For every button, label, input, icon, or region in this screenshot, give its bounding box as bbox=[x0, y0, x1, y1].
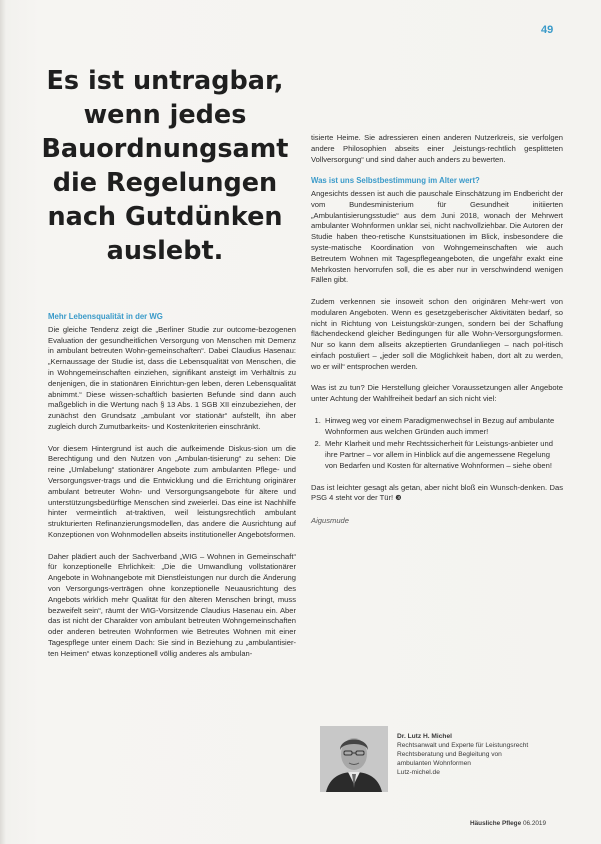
issue-number: 06.2019 bbox=[522, 820, 547, 827]
paragraph: Die gleiche Tendenz zeigt die „Berliner Studie zur outcome-bezogenen Evaluation der gesundheitlichen Versorgung von Menschen mit Demenz in ambulant betreuten Wohn-gemeinschaften“. Dabei Claudius Hasenau: „Kernaussage der Studie ist, dass die Lebensqualität von Menschen, die in Wohngemeinschaften einziehen, signifikant ansteigt im Verhältnis zu denjenigen, die in stationären Einrichtun-gen leben, deren Lebensqualität abnimmt.“ Diese wissen-schaftlich basierten Befunde sind dann auch maßgeblich in die Wertung nach § 13 Abs. 1 SGB XII einzubeziehen, der zunächst den Grundsatz „ambulant vor stationär“ aufstellt, ihn aber zugleich durch Zumutbarkeits- und Kostenkriterien einschränkt. bbox=[48, 324, 296, 431]
author-line: ambulanten Wohnformen bbox=[397, 760, 471, 767]
left-column bbox=[48, 312, 296, 670]
end-mark-icon: ❸ bbox=[395, 495, 402, 503]
author-line: Rechtsberatung und Begleitung von bbox=[397, 751, 502, 758]
author-line: Lutz-michel.de bbox=[397, 769, 440, 776]
author-line: Rechtsanwalt und Experte für Leistungsrecht bbox=[397, 742, 529, 749]
paragraph: Zudem verkennen sie insoweit schon den originären Mehr-wert von modularen Angeboten. Wenn es gesetzgeberischer Aktivitäten bedarf, so nicht in Richtung von Leistungskür-zungen, sondern bei der Schaffung flächendeckend gleicher Bedingungen für alle Wohn-Versorgungsformen. Nur so kann dem allseits akzeptierten Grundanliegen – nach pol-itisch einfach postuliert – „jeder soll die Möglichkeit haben, dort alt zu werden, wo er will“ entsprochen werden. bbox=[311, 296, 563, 371]
magazine-name: Häusliche Pflege bbox=[470, 820, 522, 827]
pull-quote-headline: Es ist untragbar, wenn jedes Bauordnungsamt die Regelungen nach Gutdünken auslebt. bbox=[41, 66, 289, 266]
author-info bbox=[397, 732, 565, 777]
closing-text: Das ist leichter gesagt als getan, aber nicht bloß ein Wunsch-denken. Das PSG 4 steht vor der Tür! bbox=[311, 482, 563, 503]
list-item: 1. Hinweg weg vor einem Paradigmenwechsel in Bezug auf ambulante Wohnformen aus welchen Gründen auch immer! bbox=[323, 416, 563, 438]
page-number: 49 bbox=[541, 24, 554, 36]
paragraph: tisierte Heime. Sie adressieren einen anderen Nutzerkreis, sie verfolgen andere Philosophien abseits einer „leistungs-rechtlich gesplitteten Vollversorgung“ und sind daher auch anders zu bewerten. bbox=[311, 133, 563, 164]
right-column bbox=[311, 133, 563, 537]
list-item: 2. Mehr Klarheit und mehr Rechtssicherheit für Leistungs-anbieter und ihre Partner – vor allem in Hinblick auf die angemessene Regelung von Bedarfen und Kosten für alternative Wohnformen – siehe oben! bbox=[323, 439, 563, 471]
paragraph: Vor diesem Hintergrund ist auch die aufkeimende Diskus-sion um die Berechtigung und den Nutzen von „Ambulan-tisierung“ zu sehen: Die reine „Umlabelung“ stationärer Angebote zum ambulanten Pflege- und Versorgungsver-trags und die Entwicklung und die Errichtung originärer ambulant betreuter Wohn- und Versorgungsangebote für ältere und unterstützungsbedürftige Menschen sind zweierlei. Das eine ist Nachhilfe hinter vermeintlich at-traktiven, weil leistungsrechtlich ambulant strukturierten Refinanzierungsmodellen, das andere die Ausrichtung auf Konzeptionen von Wohnmodellen abseits institutioneller Angebotsformen. bbox=[48, 443, 296, 539]
right-subhead: Was ist uns Selbstbestimmung im Alter wert? bbox=[311, 176, 480, 186]
demands-list bbox=[323, 416, 563, 472]
paragraph: Was ist zu tun? Die Herstellung gleicher Voraussetzungen aller Angebote unter Achtung der Wahlfreiheit bedarf an sich nicht viel: bbox=[311, 383, 563, 404]
paragraph: Angesichts dessen ist auch die pauschale Einschätzung im Endbericht der vom Bundesministerium für Gesundheit initiierten „Ambulantisierungsstudie“ aus dem Juni 2018, wonach der Mehrwert ambulanter Wohnformen unklar sei, nicht nachvollziehbar. Die Autoren der Studie haben theo-retische Kunstsituationen im Blick, insbesondere die syste-matische Koordination von Wohngemeinschaften wie auch Betreutem Wohnen mit Tagespflegeangeboten, die ungefähr exakt eine Mehrkosten hervorrufen soll, die es aber nur in verschwindend wenigen Fällen gibt. bbox=[311, 188, 563, 285]
closing-paragraph bbox=[311, 483, 563, 506]
author-box bbox=[320, 726, 570, 796]
paragraph: Daher plädiert auch der Sachverband „WIG – Wohnen in Gemeinschaft“ für konzeptionelle Ehrlichkeit: „Die die Umwandlung vollstationärer Angebote in Wohnangebote mit Dienstleistungen nur durch die Änderung von Versorgungs-verträgen ohne konzeptionelle Neuausrichtung des Angebots wirklich mehr Qualität für den älteren Menschen bringt, muss bezweifelt sein“, räumt der WIG-Vorsitzende Claudius Hasenau ein. Aber das ist nicht der Charakter von ambulant betreuten Wohngemeinschaften oder anderen betreuten Wohnformen wie Betreutes Wohnen mit einer Tagespflege unter einem Dach: Sie sind in Beziehung zu „ambulantisier-ten Heimen“ etwas konzeptionell völlig anderes als ambulan- bbox=[48, 551, 296, 658]
author-signature: Aigusmude bbox=[311, 515, 349, 525]
author-name: Dr. Lutz H. Michel bbox=[397, 733, 452, 740]
left-subhead: Mehr Lebensqualität in der WG bbox=[48, 312, 163, 321]
author-photo bbox=[320, 726, 388, 792]
footer bbox=[470, 820, 546, 827]
portrait-icon bbox=[320, 726, 388, 792]
